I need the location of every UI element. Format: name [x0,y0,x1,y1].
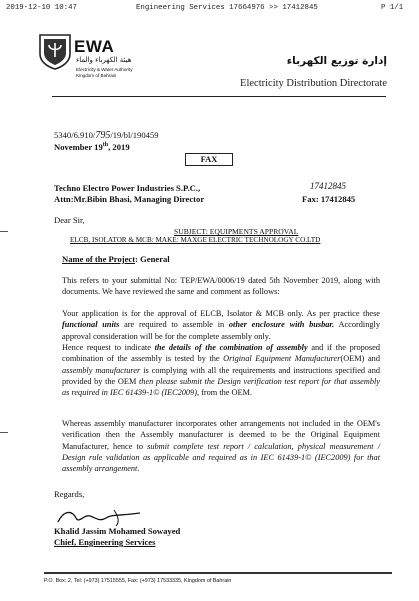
project-name: Name of the Project: General [62,254,170,264]
punch-mark [0,432,8,433]
body-paragraph-4: Whereas assembly manufacturer incorporates other arrangements not included in the OEM's verification then the Assembly manufacturer is deemed to be the Original Equipment Manufacturer, hence to submit complete test report / calculation, physical measurement / Design rule validation as applicable and required as in IEC 61439-1© (IEC2009) for that assembly arrangement. [62,419,380,474]
logo-wordmark: EWA [74,37,115,56]
subject-line-1: SUBJECT: EQUIPMENTS APPROVAL [174,227,299,236]
footer-rule [44,572,392,574]
body-paragraph-3: Hence request to indicate the details of the combination of assembly and if the proposed combination of the assembly is tested by the Original Equipment Manufacturer(OEM) and assembly manufacturer is complying with all the requirements and instructions specified and provided by the OEM then please submit the Design verification test report for that assembly as required in IEC 61439-1© (IEC2009), from the OEM. [62,343,380,398]
letterhead-divider [52,96,386,97]
reference-number: 5340/6.910/795/19/bl/190459 [54,130,159,141]
signatory-name: Khalid Jassim Mohamed Sowayed [54,526,181,536]
fax-datetime: 2019-12-10 10:47 [6,4,77,12]
recipient-attention: Attn:Mr.Bibin Bhasi, Managing Director [54,194,205,204]
closing: Regards, [54,489,85,499]
authority-arabic-name: هيئة الكهرباء والماء [76,56,132,64]
signatory-title: Chief, Engineering Services [54,537,156,547]
reference-handwritten: 795 [95,130,111,141]
directorate-english: Electricity Distribution Directorate [240,78,387,89]
authority-country: Kingdom of Bahrain [76,73,117,78]
signature-image [54,506,144,528]
fax-route: Engineering Services 17664976 >> 17412845 [136,4,318,12]
body-paragraph-1: This refers to your submittal No: TEP/EWA/0006/19 dated 5th November 2019, along with documents. We have reviewed the same and comment as follows: [62,276,380,297]
recipient-company: Techno Electro Power Industries S.P.C., [54,183,201,193]
ewa-logo [36,32,74,70]
salutation: Dear Sir, [54,215,85,225]
recipient-fax: Fax: 17412845 [302,194,356,204]
directorate-arabic: إدارة توزيع الكهرباء [286,55,387,67]
fax-handwritten: 17412845 [310,181,346,191]
body-paragraph-2: Your application is for the approval of ELCB, Isolator & MCB only. As per practice these functional units are required to assemble in other enclosure with busbar. Accordingly approval consideration will be for the complete assembly only. [62,309,380,341]
authority-english-name: Electricity & Water Authority [76,67,133,72]
fax-page-number: P 1/1 [381,4,404,12]
punch-mark [0,231,8,232]
footer-contact: P.O. Box: 2, Tel: (+973) 17515555, Fax: (+973) 17533335, Kingdom of Bahrain [44,578,232,584]
fax-box: FAX [185,153,233,166]
subject-line-2: ELCB, ISOLATOR & MCB: MAKE: MAXGE ELECTRIC TECHNOLOGY CO.LTD [70,236,321,244]
letter-date: November 19th, 2019 [54,142,130,152]
